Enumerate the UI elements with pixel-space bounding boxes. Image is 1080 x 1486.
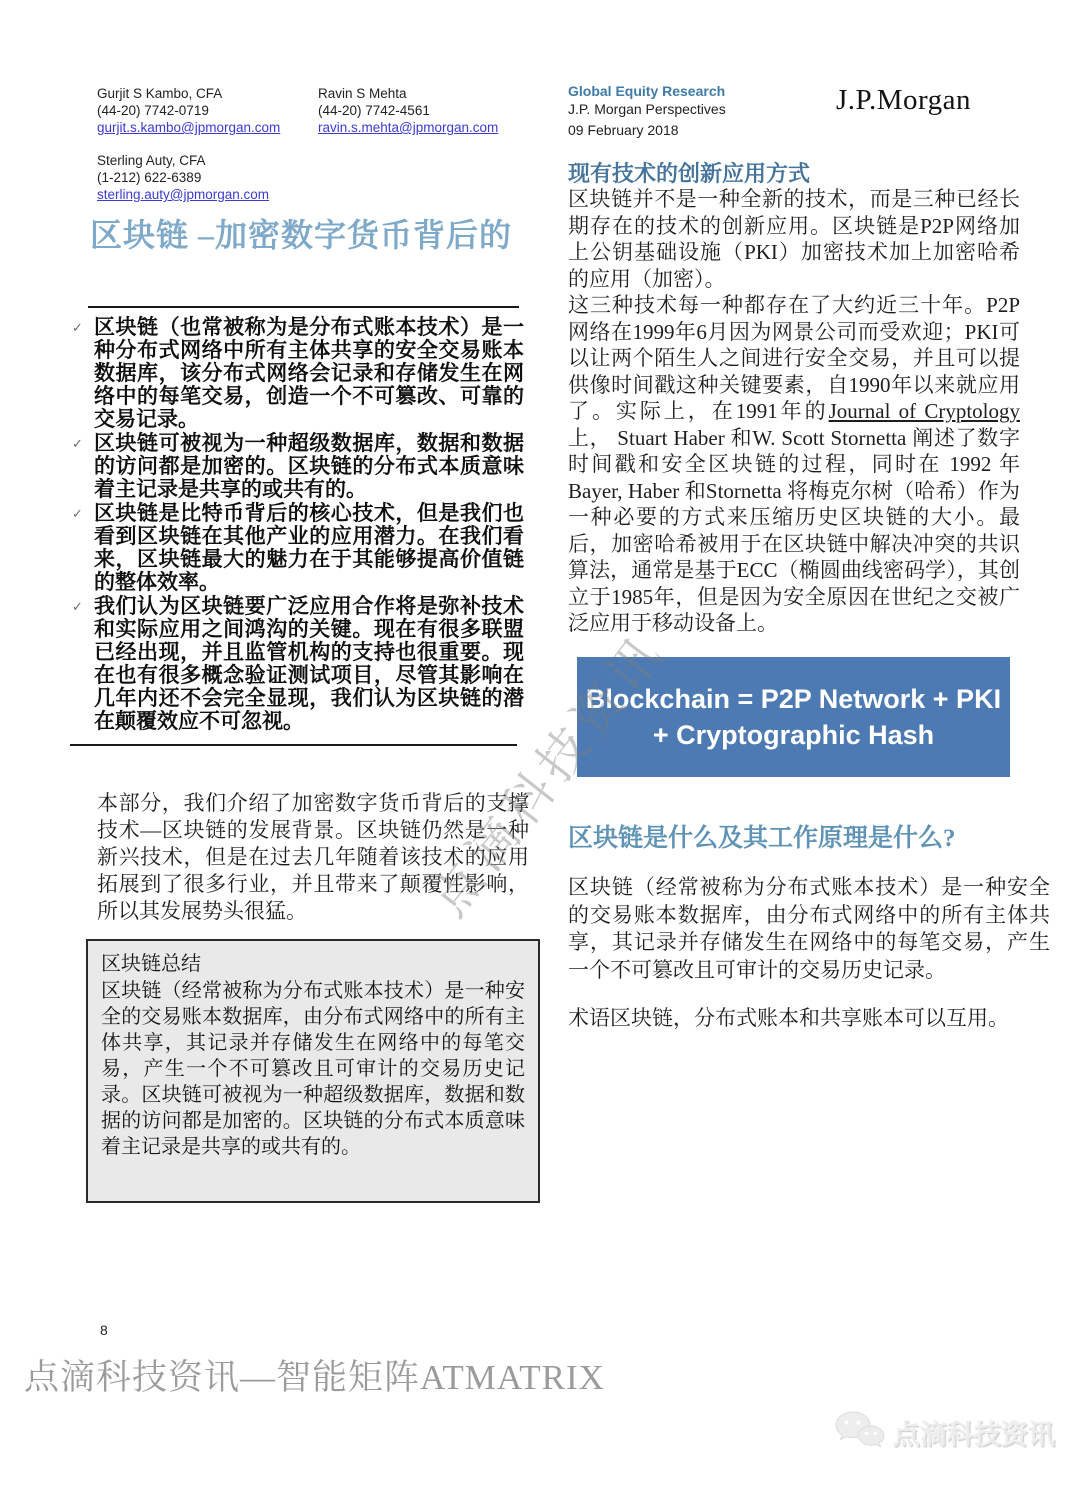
report-date: 09 February 2018	[568, 122, 679, 138]
bullet-text: 区块链可被视为一种超级数据库，数据和数据的访问都是加密的。区块链的分布式本质意味着主记录是共享的或共有的。	[94, 431, 524, 501]
author-block	[318, 85, 498, 136]
section-body	[568, 186, 1020, 637]
section-title-what-is-blockchain: 区块链是什么及其工作原理是什么?	[568, 825, 956, 852]
check-icon: ✓	[72, 507, 83, 522]
paragraph-segment: 上， Stuart Haber 和W. Scott Stornetta 阐述了数字时间戳和安全区块链的过程，同时在 1992 年Bayer, Haber 和Stornetta 将梅克尔树（哈希）作为一种必要的方式来压缩历史区块链的大小。最后，加密哈希被用于在区块链中解决冲突的共识算法，通常是基于ECC（椭圆曲线密码学），其创立于1985年，但是因为安全原因在世纪之交被广泛应用于移动设备上。	[568, 425, 1020, 635]
paragraph	[568, 292, 1020, 637]
report-header	[568, 82, 726, 139]
report-series: J.P. Morgan Perspectives	[568, 101, 726, 117]
intro-paragraph: 本部分，我们介绍了加密数字货币背后的支撑技术—区块链的发展背景。区块链仍然是一种新兴技术，但是在过去几年随着该技术的应用拓展到了很多行业，并且带来了颠覆性影响，所以其发展势头很猛。	[97, 791, 529, 923]
author-email-link[interactable]: ravin.s.mehta@jpmorgan.com	[318, 120, 499, 135]
divider-top	[88, 306, 519, 308]
author-phone: (44-20) 7742-4561	[318, 103, 430, 118]
check-icon: ✓	[72, 600, 83, 615]
journal-reference: Journal of Cryptology	[828, 399, 1021, 423]
page-number: 8	[100, 1322, 108, 1338]
list-item	[72, 432, 524, 501]
jpmorgan-logo: J.P.Morgan	[836, 84, 971, 116]
check-icon: ✓	[72, 437, 83, 452]
paragraph-segment: 这三种技术每一种都存在了大约近三十年。P2P网络在1999年6月因为网景公司而受欢迎；PKI可以让两个陌生人之间进行安全交易，并且可以提供像时间戳这种关键要素，自1990年以来就应用了。实际上，在1991年的	[568, 293, 1020, 423]
research-type: Global Equity Research	[568, 83, 726, 99]
bullet-text: 区块链（也常被称为是分布式账本技术）是一种分布式网络中所有主体共享的安全交易账本数据库，该分布式网络会记录和存储发生在网络中的每笔交易，创造一个不可篡改、可靠的交易记录。	[94, 315, 524, 431]
divider-bottom	[70, 744, 517, 746]
author-name: Ravin S Mehta	[318, 86, 407, 101]
corner-logo	[833, 1410, 1055, 1454]
author-email-link[interactable]: gurjit.s.kambo@jpmorgan.com	[97, 120, 281, 135]
author-name: Gurjit S Kambo, CFA	[97, 86, 223, 101]
blockchain-formula-box: Blockchain = P2P Network + PKI + Cryptographic Hash	[577, 657, 1010, 777]
bullet-text: 我们认为区块链要广泛应用合作将是弥补技术和实际应用之间鸿沟的关键。现在有很多联盟已经出现，并且监管机构的支持也很重要。现在也有很多概念验证测试项目，尽管其影响在几年内还不会完全显现，我们认为区块链的潜在颠覆效应不可忽视。	[94, 594, 524, 733]
corner-logo-text: 点滴科技资讯	[893, 1419, 1055, 1450]
diagonal-watermark-text: 点滴科技资讯	[420, 622, 676, 927]
list-item	[72, 316, 524, 431]
list-item	[72, 502, 524, 594]
paragraph: 区块链（经常被称为分布式账本技术）是一种安全的交易账本数据库，由分布式网络中的所有主体共享，其记录并存储发生在网络中的每笔交易，产生一个不可篡改且可审计的交易历史记录。	[568, 875, 1050, 982]
author-email-link[interactable]: sterling.auty@jpmorgan.com	[97, 187, 270, 202]
bullet-text: 区块链是比特币背后的核心技术，但是我们也看到区块链在其他产业的应用潜力。在我们看来，区块链最大的魅力在于其能够提高价值链的整体效率。	[94, 501, 524, 594]
wechat-icon	[833, 1410, 885, 1454]
paragraph: 区块链并不是一种全新的技术，而是三种已经长期存在的技术的创新应用。区块链是P2P网络加上公钥基础设施（PKI）加密技术加上加密哈希的应用（加密）。	[568, 187, 1020, 291]
summary-box	[86, 939, 540, 1203]
paragraph: 术语区块链，分布式账本和共享账本可以互用。	[568, 1006, 1009, 1030]
section-title-innovative-application: 现有技术的创新应用方式	[568, 161, 811, 186]
key-points-list	[72, 316, 524, 734]
summary-box-body: 区块链（经常被称为分布式账本技术）是一种安全的交易账本数据库，由分布式网络中的所有主体共享，其记录并存储发生在网络中的每笔交易，产生一个不可篡改且可审计的交易历史记录。区块链可被视为一种超级数据库，数据和数据的访问都是加密的。区块链的分布式本质意味着主记录是共享的或共有的。	[101, 980, 525, 1158]
list-item	[72, 595, 524, 733]
author-phone: (1-212) 622-6389	[97, 170, 202, 185]
footer-watermark-text: 点滴科技资讯—智能矩阵ATMATRIX	[24, 1358, 605, 1397]
summary-box-title: 区块链总结	[101, 953, 201, 975]
author-phone: (44-20) 7742-0719	[97, 103, 209, 118]
author-block	[97, 152, 269, 203]
author-name: Sterling Auty, CFA	[97, 153, 206, 168]
page-title: 区块链 –加密数字货币背后的	[90, 217, 513, 253]
check-icon: ✓	[72, 321, 83, 336]
author-block	[97, 85, 280, 136]
